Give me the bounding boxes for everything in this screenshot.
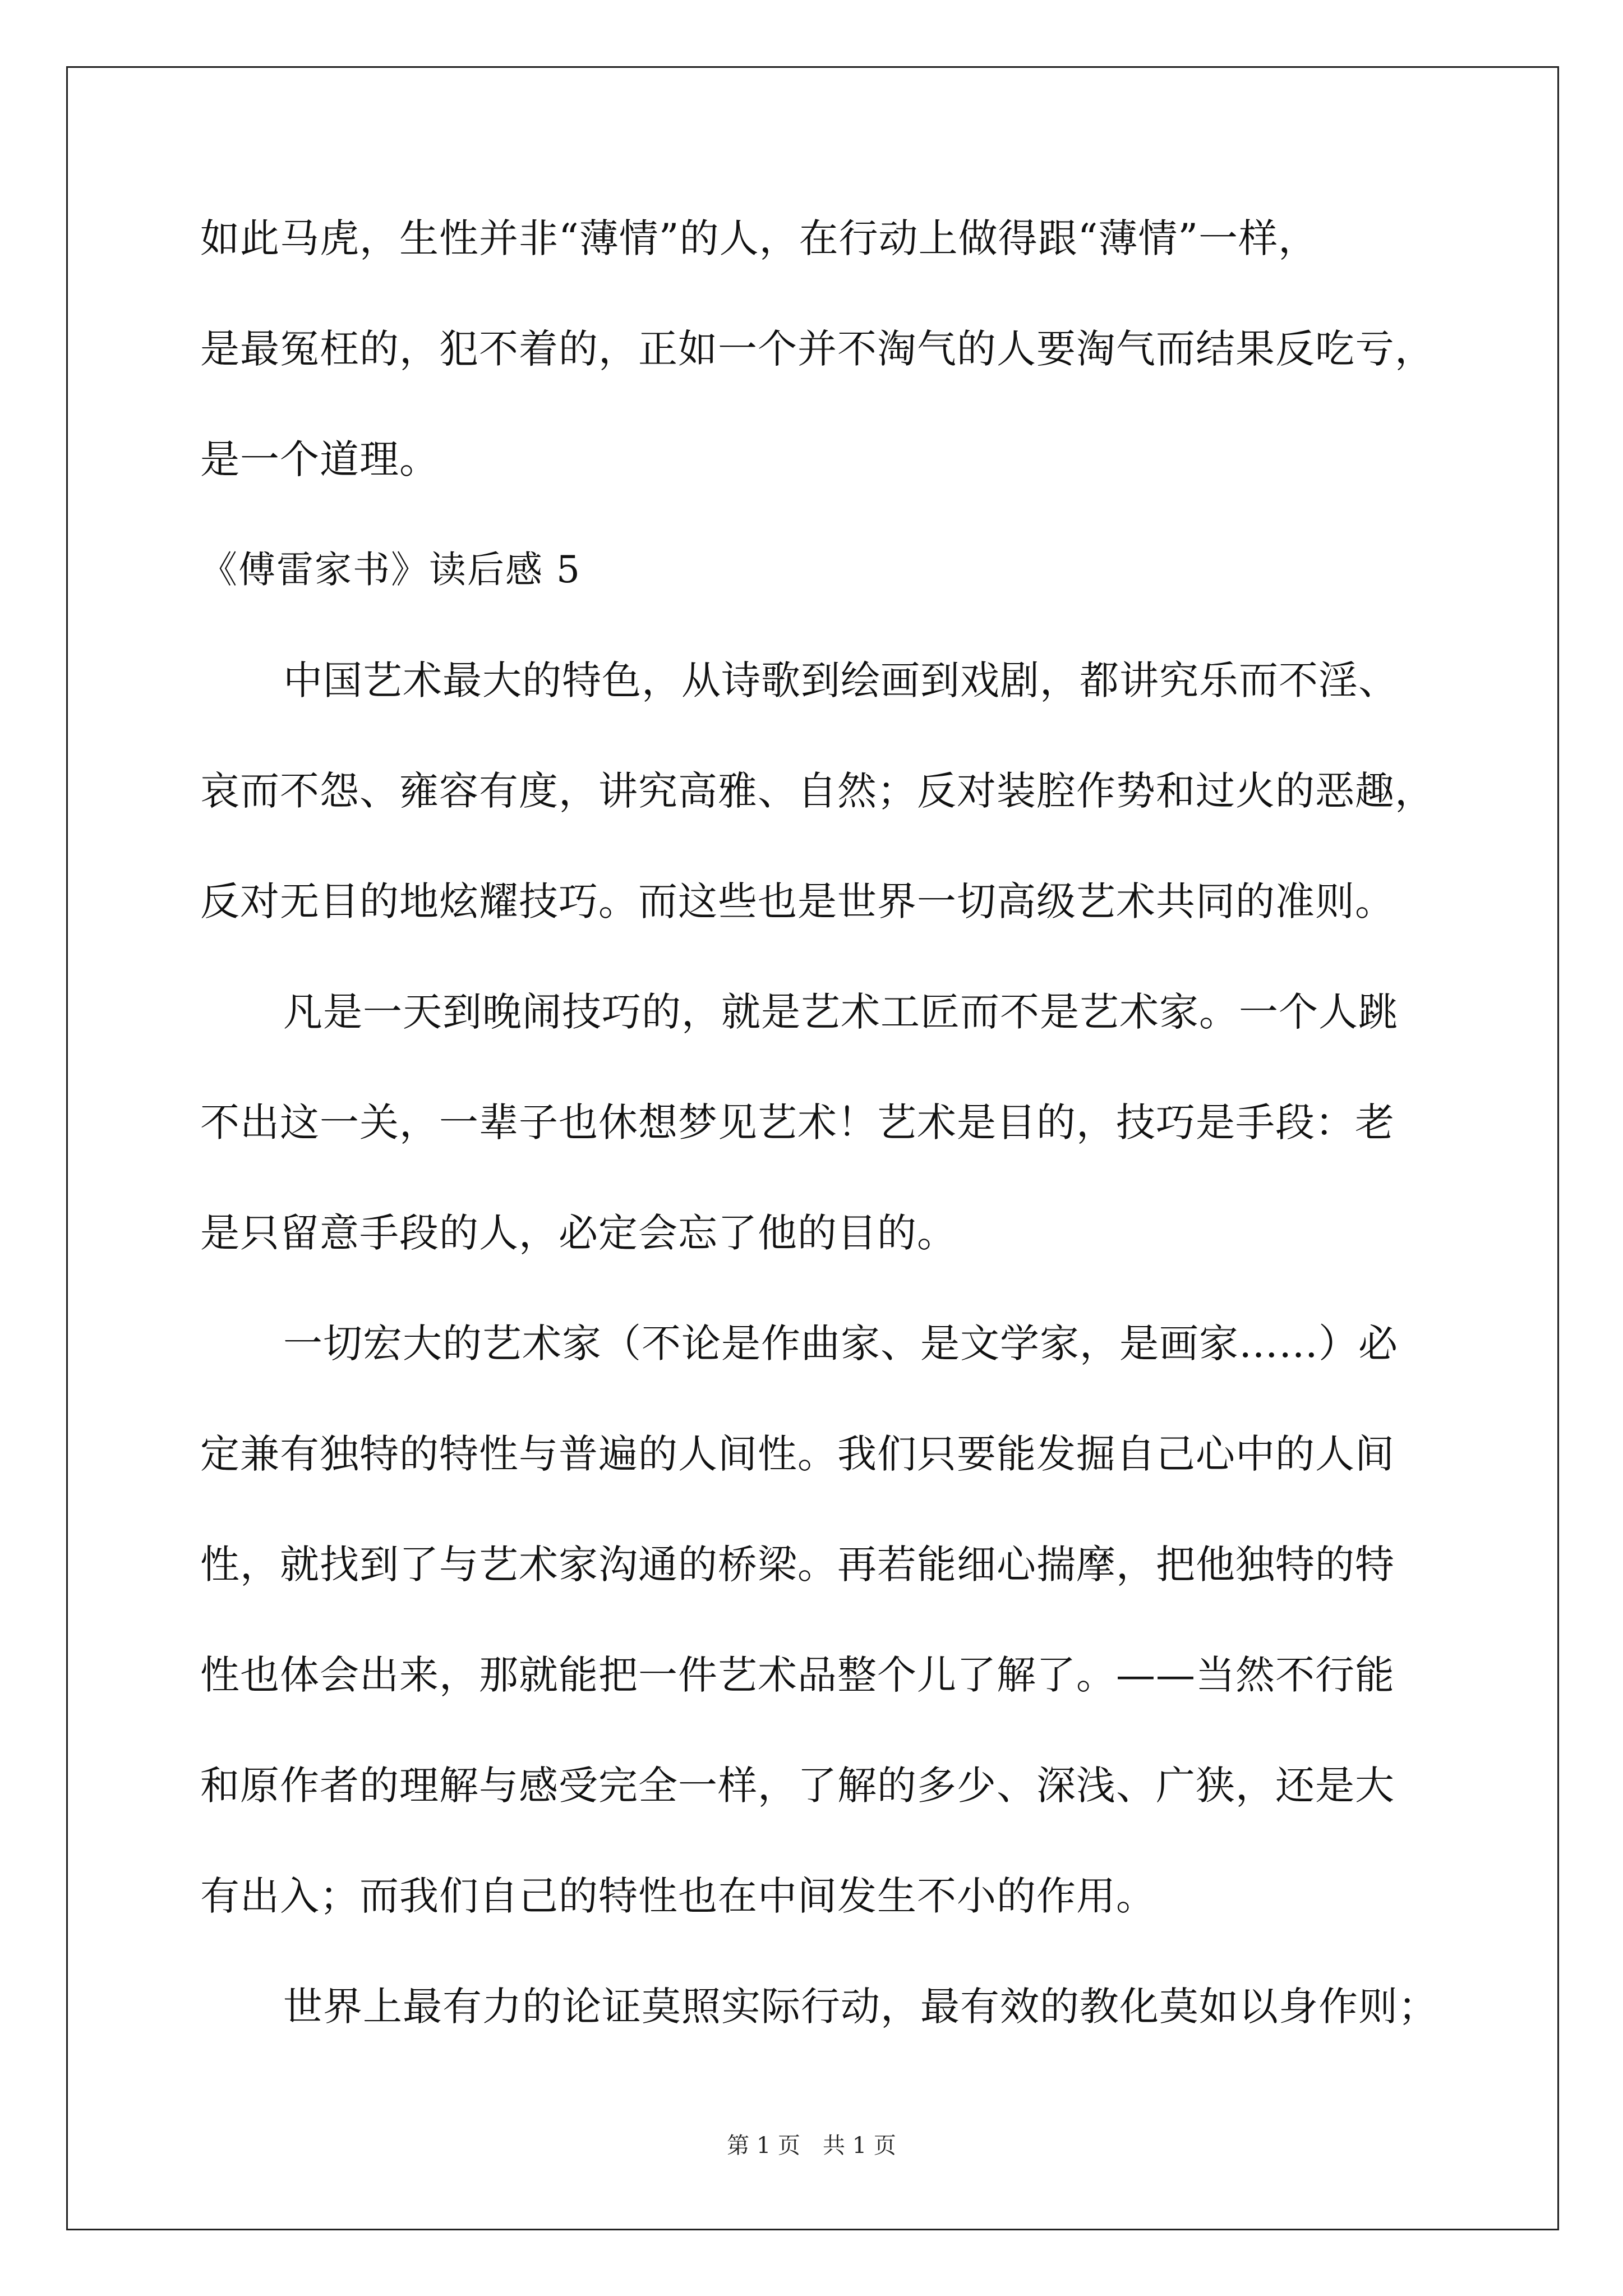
text-line: 哀而不怨、雍容有度，讲究高雅、自然；反对装腔作势和过火的恶趣， — [200, 768, 1435, 814]
text-line: 是最冤枉的，犯不着的，正如一个并不淘气的人要淘气而结果反吃亏， — [200, 326, 1435, 372]
text-line: 和原作者的理解与感受完全一样，了解的多少、深浅、广狭，还是大 — [200, 1763, 1395, 1809]
page-footer: 第 1 页 共 1 页 — [727, 2133, 896, 2159]
text-line: 性也体会出来，那就能把一件艺术品整个儿了解了。——当然不行能 — [200, 1652, 1395, 1698]
text-line: 凡是一天到晚闹技巧的，就是艺术工匠而不是艺术家。一个人跳 — [283, 989, 1398, 1035]
text-line: 中国艺术最大的特色，从诗歌到绘画到戏剧，都讲究乐而不淫、 — [283, 657, 1398, 703]
section-heading: 《傅雷家书》读后感 5 — [200, 548, 581, 591]
text-line: 不出这一关，一辈子也休想梦见艺术！艺术是目的，技巧是手段：老 — [200, 1099, 1395, 1145]
text-line: 如此马虎，生性并非“薄情”的人，在行动上做得跟“薄情”一样， — [200, 215, 1318, 261]
text-line: 是一个道理。 — [200, 436, 439, 482]
text-line: 世界上最有力的论证莫照实际行动，最有效的教化莫如以身作则； — [283, 1984, 1438, 2030]
text-line: 是只留意手段的人，必定会忘了他的目的。 — [200, 1210, 957, 1256]
text-line: 一切宏大的艺术家（不论是作曲家、是文学家，是画家……）必 — [283, 1320, 1398, 1366]
text-line: 有出入；而我们自己的特性也在中间发生不小的作用。 — [200, 1873, 1156, 1919]
text-line: 定兼有独特的特性与普遍的人间性。我们只要能发掘自己心中的人间 — [200, 1431, 1395, 1477]
text-line: 性，就找到了与艺术家沟通的桥梁。再若能细心揣摩，把他独特的特 — [200, 1542, 1395, 1588]
text-line: 反对无目的地炫耀技巧。而这些也是世界一切高级艺术共同的准则。 — [200, 878, 1395, 924]
